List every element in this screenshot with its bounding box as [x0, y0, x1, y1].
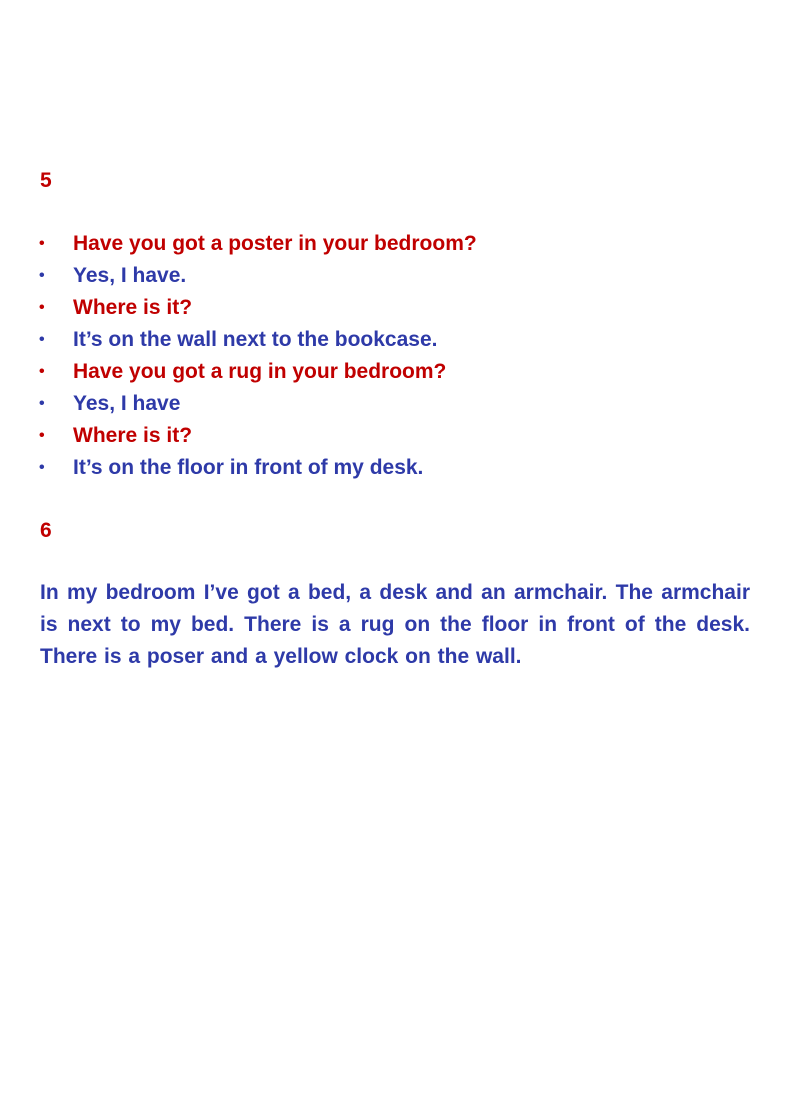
dialog-line-text: Where is it? [73, 424, 193, 447]
bedroom-description-paragraph: In my bedroom I’ve got a bed, a desk and an armchair. The armchair is next to my bed. There is a rug on the floor in front of the desk. There is a poser and a yellow clock on the wall. [40, 581, 750, 668]
dialog-line-text: It’s on the wall next to the bookcase. [73, 328, 438, 351]
dialog-line [0, 420, 800, 452]
bullet-icon: • [39, 299, 45, 316]
bullet-icon: • [39, 235, 45, 252]
dialog-list [0, 228, 800, 484]
bullet-icon: • [39, 363, 45, 380]
section-number-6: 6 [40, 519, 52, 542]
dialog-line-text: Have you got a poster in your bedroom? [73, 232, 477, 255]
dialog-line [0, 356, 800, 388]
dialog-line-text: Where is it? [73, 296, 193, 319]
dialog-line-text: Have you got a rug in your bedroom? [73, 360, 447, 383]
dialog-line [0, 452, 800, 484]
dialog-line [0, 228, 800, 260]
bullet-icon: • [39, 267, 45, 284]
dialog-line [0, 388, 800, 420]
dialog-line [0, 324, 800, 356]
section-number-5: 5 [40, 169, 52, 192]
dialog-line-text: Yes, I have. [73, 264, 187, 287]
dialog-line [0, 260, 800, 292]
dialog-line-text: It’s on the floor in front of my desk. [73, 456, 424, 479]
bullet-icon: • [39, 395, 45, 412]
bullet-icon: • [39, 459, 45, 476]
dialog-line-text: Yes, I have [73, 392, 181, 415]
bullet-icon: • [39, 427, 45, 444]
dialog-line [0, 292, 800, 324]
bullet-icon: • [39, 331, 45, 348]
